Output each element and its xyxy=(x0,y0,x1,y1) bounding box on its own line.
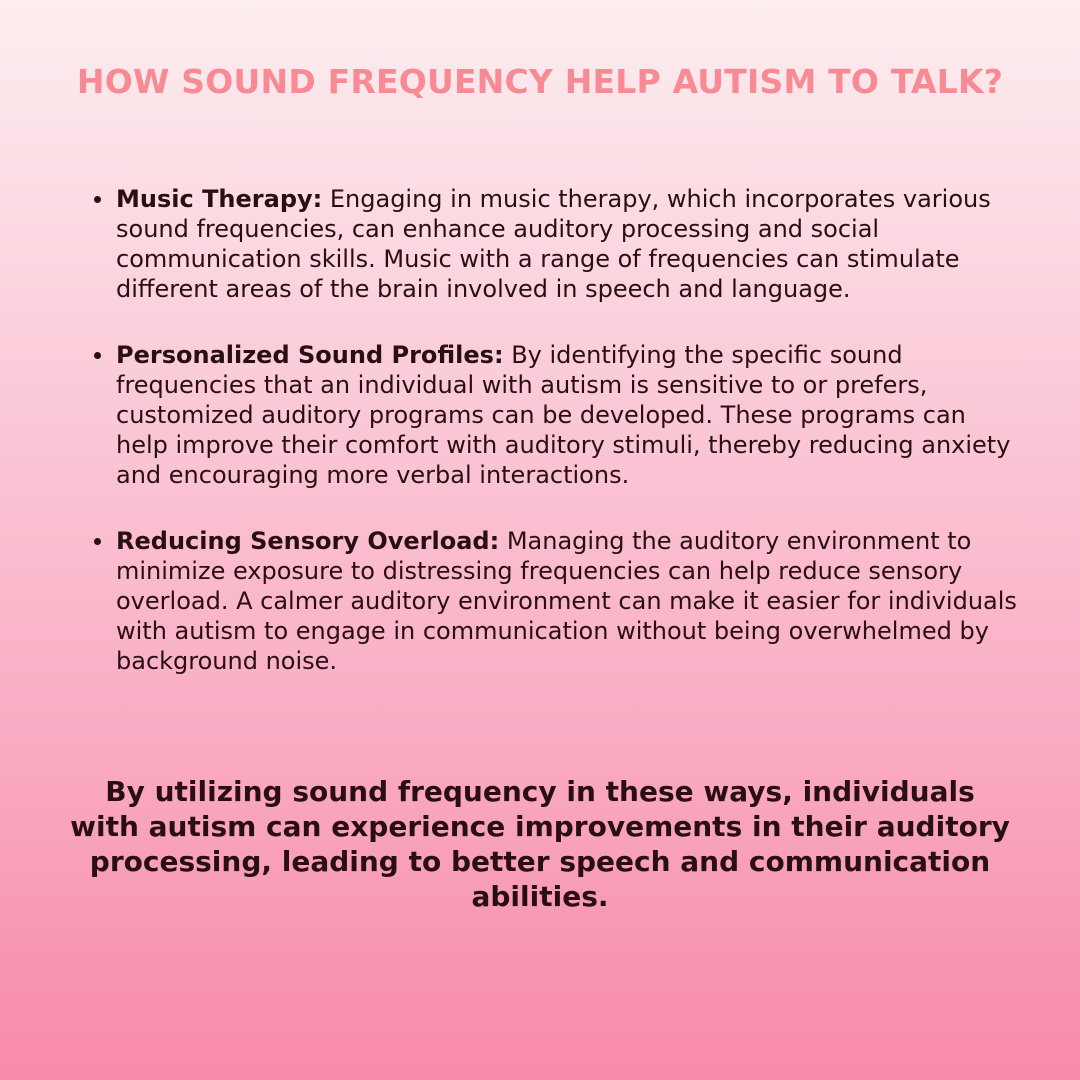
bullet-heading: Music Therapy: xyxy=(116,185,323,213)
page-title: HOW SOUND FREQUENCY HELP AUTISM TO TALK? xyxy=(76,62,1004,101)
bullet-text: Engaging in music therapy, which incorporates various sound frequencies, can enhance auditory processing and social communication skills. Music with a range of frequencies can stimulate different areas of the brain involved in speech and language. xyxy=(116,185,991,303)
bullet-heading: Personalized Sound Profiles: xyxy=(116,341,504,369)
bullet-text: By identifying the specific sound frequencies that an individual with autism is sensitive to or prefers, customized auditory programs can be developed. These programs can help improve their comfort with auditory stimuli, thereby reducing anxiety and encouraging more verbal interactions. xyxy=(116,341,1011,489)
conclusion-text: By utilizing sound frequency in these ways, individuals with autism can experience improvements in their auditory processing, leading to better speech and communication abilities. xyxy=(70,775,1010,913)
bullet-heading: Reducing Sensory Overload: xyxy=(116,527,500,555)
bullet-list xyxy=(92,184,1022,712)
bullet-item-music-therapy xyxy=(92,184,1022,304)
bullet-text: Managing the auditory environment to minimize exposure to distressing frequencies can help reduce sensory overload. A calmer auditory environment can make it easier for individuals with autism to engage in communication without being overwhelmed by background noise. xyxy=(116,527,1017,675)
bullet-item-reducing-sensory-overload xyxy=(92,526,1022,676)
bullet-item-personalized-sound-profiles xyxy=(92,340,1022,490)
